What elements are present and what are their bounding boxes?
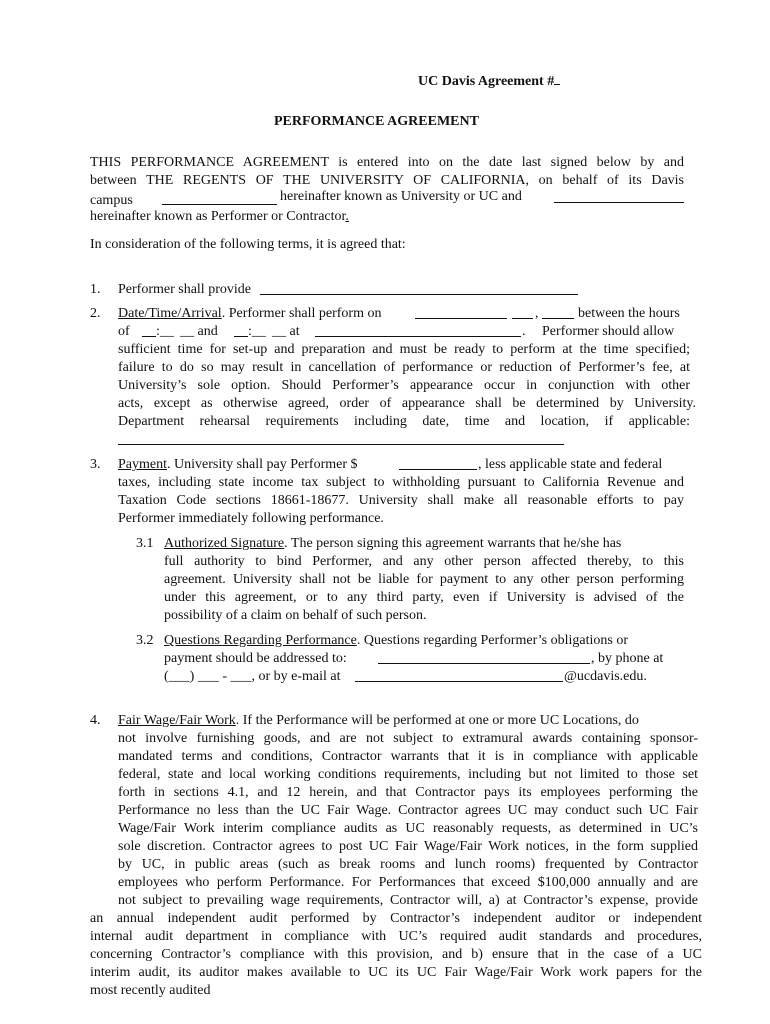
campus-field[interactable] — [162, 204, 277, 205]
item-2-line-4: failure to do so may result in cancellation of performance or reduction of Performer’s fee, at — [118, 360, 690, 375]
item-4-line-9: by UC, in public areas (such as break rooms and lunch rooms) frequented by Contractor — [118, 857, 698, 872]
item-2-line-1: Date/Time/Arrival. Performer shall perform on — [118, 306, 382, 321]
date-time-arrival-heading: Date/Time/Arrival — [118, 306, 222, 321]
performer-provide-field[interactable] — [260, 294, 578, 295]
section-3-2-line-1: Questions Regarding Performance. Questions regarding Performer’s obligations or — [164, 633, 628, 648]
rehearsal-requirements-field[interactable] — [118, 444, 564, 445]
item-4-line-13: internal audit department in compliance with UC’s required audit standards and procedures, — [90, 929, 702, 944]
comma: , — [535, 306, 539, 321]
end-minute: :__ — [248, 324, 266, 339]
intro-line-4: hereinafter known as Performer or Contractor. — [90, 209, 349, 224]
item-2-line-7: Department rehearsal requirements including date, time and location, if applicable: — [118, 414, 690, 429]
item-4-line-3: mandated terms and conditions, Contractor warrants that it is in compliance with applicable — [118, 749, 698, 764]
item-3-line-3: Taxation Code sections 18661-18677. University shall make all reasonable efforts to pay — [118, 493, 684, 508]
item-3-line-4: Performer immediately following performance. — [118, 511, 384, 526]
item-4-line-12: an annual independent audit performed by Contractor’s independent auditor or independent — [90, 911, 702, 926]
end-hour-field[interactable] — [234, 336, 248, 337]
performer-name-field[interactable] — [554, 202, 684, 203]
authorized-signature-heading: Authorized Signature — [164, 536, 285, 551]
section-3-1-line-4: under this agreement, or to any third party, even if University is advised of the — [164, 590, 684, 605]
of-text: of — [118, 324, 130, 339]
section-3-2-addressed-text: payment should be addressed to: — [164, 651, 347, 666]
location-field[interactable] — [315, 336, 521, 337]
item-3-number: 3. — [90, 457, 101, 472]
item-4-line-7: Wage/Fair Work interim compliance audits as UC reasonably requests, as determined in UC’s — [118, 821, 698, 836]
questions-heading: Questions Regarding Performance — [164, 633, 357, 648]
section-3-1-line-2: full authority to bind Performer, and any other person affected thereby, to this — [164, 554, 684, 569]
item-4-line-5: forth in sections 4.1, and 12 herein, and that Contractor pays its employees performing the — [118, 785, 698, 800]
item-4-line-1: Fair Wage/Fair Work. If the Performance will be performed at one or more UC Locations, do — [118, 713, 639, 728]
item-4-line-11: not subject to prevailing wage requirements, Contractor will, a) at Contractor’s expense, provide — [118, 893, 698, 908]
section-3-2-number: 3.2 — [136, 633, 154, 648]
item-3-line-1: Payment. University shall pay Performer $ — [118, 457, 358, 472]
section-3-1-number: 3.1 — [136, 536, 154, 551]
item-4-line-2: not involve furnishing goods, and are not subject to extramural awards containing sponsor- — [118, 731, 698, 746]
section-3-1-line-1: Authorized Signature. The person signing this agreement warrants that he/she has — [164, 536, 622, 551]
item-4-line-4: federal, state and local working conditions requirements, including but not limited to those set — [118, 767, 698, 782]
email-field[interactable] — [355, 681, 563, 682]
payment-amount-field[interactable] — [399, 469, 477, 470]
item-4-line-16: most recently audited — [90, 983, 211, 998]
should-allow-text: Performer should allow — [542, 324, 675, 339]
intro-line-1: THIS PERFORMANCE AGREEMENT is entered into on the date last signed below by and — [90, 155, 684, 170]
phone-email-text: (___) ___ - ___, or by e-mail at — [164, 669, 341, 684]
item-4-line-6: Performance no less than the UC Fair Wage. Contractor agrees UC may conduct such UC Fair — [118, 803, 698, 818]
item-2-line-3: sufficient time for set-up and preparation and must be ready to perform at the time specified; — [118, 342, 690, 357]
agreement-number-blank[interactable] — [554, 72, 560, 85]
ucdavis-domain-text: @ucdavis.edu. — [564, 669, 647, 684]
section-3-1-line-5: possibility of a claim on behalf of such person. — [164, 608, 427, 623]
document-title: PERFORMANCE AGREEMENT — [274, 114, 479, 129]
item-4-line-10: employees who perform Performance. For Performances that exceed $100,000 annually and are — [118, 875, 698, 890]
item-1-number: 1. — [90, 282, 101, 297]
item-2-line-5: University’s sole option. Should Performer’s appearance occur in conjunction with other — [118, 378, 690, 393]
at-text: __ at — [272, 324, 300, 339]
start-hour-field[interactable] — [142, 336, 156, 337]
item-4-line-14: concerning Contractor’s compliance with this provision, and b) ensure that in the case of a UC — [90, 947, 702, 962]
item-4-line-8: sole discretion. Contractor agrees to post UC Fair Wage/Fair Work notices, in the form supplied — [118, 839, 698, 854]
section-3-1-line-3: agreement. University shall not be liable for payment to any other person performing — [164, 572, 684, 587]
contact-name-field[interactable] — [378, 663, 590, 664]
payment-heading: Payment — [118, 457, 167, 472]
item-3-line-2: taxes, including state income tax subject to withholding pursuant to California Revenue and — [118, 475, 684, 490]
item-2-line-6: acts, except as otherwise agreed, order of appearance shall be determined by University. — [118, 396, 696, 411]
item-4-line-15: interim audit, its auditor makes available to UC its UC Fair Wage/Fair Work work papers for the — [90, 965, 702, 980]
item-2-number: 2. — [90, 306, 101, 321]
perform-date-field[interactable] — [415, 318, 507, 319]
by-phone-text: , by phone at — [591, 651, 664, 666]
agreement-number-label: UC Davis Agreement # — [418, 72, 560, 91]
fair-wage-heading: Fair Wage/Fair Work — [118, 713, 236, 728]
period: . — [522, 324, 526, 339]
item-4-number: 4. — [90, 713, 101, 728]
intro-campus-label: campus — [90, 193, 133, 208]
perform-year-field[interactable] — [542, 318, 574, 319]
and-text: __ and — [180, 324, 218, 339]
start-minute: :__ — [156, 324, 174, 339]
item-1-text: Performer shall provide — [118, 282, 251, 297]
payment-tax-text: , less applicable state and federal — [478, 457, 663, 472]
perform-date-field-2[interactable] — [512, 318, 533, 319]
intro-line-2: between THE REGENTS OF THE UNIVERSITY OF CALIFORNIA, on behalf of its Davis — [90, 173, 684, 188]
between-hours-text: between the hours — [578, 306, 680, 321]
intro-university-text: hereinafter known as University or UC and — [280, 189, 522, 204]
consideration-text: In consideration of the following terms, it is agreed that: — [90, 237, 406, 252]
